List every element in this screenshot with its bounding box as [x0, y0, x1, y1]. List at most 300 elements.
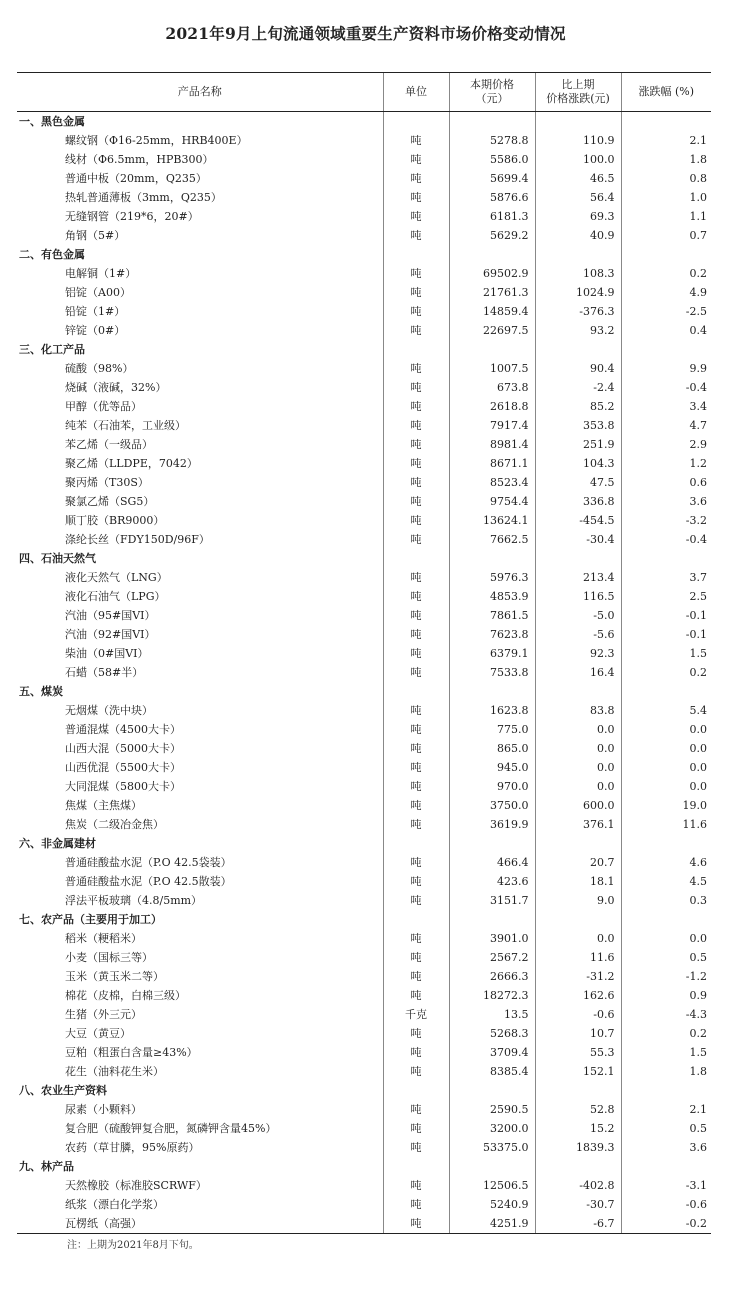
page-title: 2021年9月上旬流通领域重要生产资料市场价格变动情况 [165, 24, 566, 43]
current-price: 5586.0 [449, 150, 535, 169]
price-change: -0.6 [535, 1005, 621, 1024]
table-row [17, 435, 711, 454]
table-row [17, 378, 711, 397]
category-empty-cell [621, 682, 711, 701]
header-change [535, 73, 621, 112]
current-price: 6181.3 [449, 207, 535, 226]
price-change: 69.3 [535, 207, 621, 226]
unit: 吨 [383, 720, 449, 739]
price-change: 55.3 [535, 1043, 621, 1062]
category-empty-cell [383, 1157, 449, 1176]
change-percent: 0.2 [621, 663, 711, 682]
change-percent: -4.3 [621, 1005, 711, 1024]
current-price: 945.0 [449, 758, 535, 777]
category-row [17, 834, 711, 853]
table-row [17, 1024, 711, 1043]
price-change: 1024.9 [535, 283, 621, 302]
category-empty-cell [383, 682, 449, 701]
category-empty-cell [449, 834, 535, 853]
unit: 吨 [383, 283, 449, 302]
product-name: 苯乙烯（一级品） [65, 438, 153, 451]
change-percent: 1.2 [621, 454, 711, 473]
unit: 吨 [383, 530, 449, 549]
table-row [17, 720, 711, 739]
current-price: 18272.3 [449, 986, 535, 1005]
price-change: -2.4 [535, 378, 621, 397]
change-percent: -3.1 [621, 1176, 711, 1195]
price-change: 162.6 [535, 986, 621, 1005]
product-name: 线材（Φ6.5mm，HPB300） [65, 153, 214, 166]
unit: 吨 [383, 511, 449, 530]
current-price: 5876.6 [449, 188, 535, 207]
unit: 吨 [383, 1195, 449, 1214]
table-row [17, 967, 711, 986]
product-name: 铅锭（1#） [65, 305, 126, 318]
current-price: 1623.8 [449, 701, 535, 720]
product-name: 铝锭（A00） [65, 286, 131, 299]
unit: 吨 [383, 777, 449, 796]
table-row [17, 416, 711, 435]
price-table [17, 72, 711, 1234]
current-price: 7861.5 [449, 606, 535, 625]
unit: 吨 [383, 606, 449, 625]
price-change: 0.0 [535, 777, 621, 796]
change-percent: 0.0 [621, 929, 711, 948]
product-name: 生猪（外三元） [65, 1008, 142, 1021]
category-empty-cell [383, 549, 449, 568]
price-change: 600.0 [535, 796, 621, 815]
category-empty-cell [621, 1157, 711, 1176]
table-row [17, 302, 711, 321]
current-price: 865.0 [449, 739, 535, 758]
header-change-line1: 比上期 [561, 78, 595, 91]
header-unit: 单位 [383, 73, 449, 112]
price-change: 251.9 [535, 435, 621, 454]
change-percent: 19.0 [621, 796, 711, 815]
current-price: 3750.0 [449, 796, 535, 815]
change-percent: 3.7 [621, 568, 711, 587]
unit: 吨 [383, 435, 449, 454]
current-price: 21761.3 [449, 283, 535, 302]
current-price: 4853.9 [449, 587, 535, 606]
category-row [17, 112, 711, 132]
current-price: 14859.4 [449, 302, 535, 321]
category-empty-cell [621, 340, 711, 359]
current-price: 8385.4 [449, 1062, 535, 1081]
table-row [17, 853, 711, 872]
change-percent: 0.8 [621, 169, 711, 188]
category-empty-cell [449, 112, 535, 132]
current-price: 3619.9 [449, 815, 535, 834]
change-percent: 3.6 [621, 1138, 711, 1157]
unit: 吨 [383, 416, 449, 435]
unit: 吨 [383, 264, 449, 283]
price-change: -402.8 [535, 1176, 621, 1195]
table-row [17, 530, 711, 549]
product-name: 棉花（皮棉，白棉三级） [65, 989, 186, 1002]
table-row [17, 739, 711, 758]
change-percent: 4.9 [621, 283, 711, 302]
product-name: 尿素（小颗料） [65, 1103, 142, 1116]
product-name: 普通硅酸盐水泥（P.O 42.5袋装） [65, 856, 232, 869]
table-row [17, 1043, 711, 1062]
unit: 吨 [383, 587, 449, 606]
table-row [17, 473, 711, 492]
product-name: 无烟煤（洗中块） [65, 704, 153, 717]
price-change: -5.0 [535, 606, 621, 625]
header-product-name: 产品名称 [17, 73, 383, 112]
table-row [17, 511, 711, 530]
product-name: 普通中板（20mm，Q235） [65, 172, 207, 185]
current-price: 6379.1 [449, 644, 535, 663]
current-price: 7917.4 [449, 416, 535, 435]
product-name: 甲醇（优等品） [65, 400, 142, 413]
table-row [17, 321, 711, 340]
product-name: 聚丙烯（T30S） [65, 476, 149, 489]
product-name: 烧碱（液碱，32%） [65, 381, 167, 394]
table-row [17, 150, 711, 169]
current-price: 2567.2 [449, 948, 535, 967]
change-percent: 2.1 [621, 131, 711, 150]
unit: 吨 [383, 1062, 449, 1081]
table-row [17, 283, 711, 302]
price-change: 40.9 [535, 226, 621, 245]
table-row [17, 606, 711, 625]
change-percent: 0.0 [621, 777, 711, 796]
change-percent: 1.5 [621, 644, 711, 663]
change-percent: 9.9 [621, 359, 711, 378]
unit: 吨 [383, 1024, 449, 1043]
price-change: 1839.3 [535, 1138, 621, 1157]
header-price-line2: （元） [475, 92, 509, 105]
header-price-line1: 本期价格 [470, 78, 514, 91]
change-percent: 0.7 [621, 226, 711, 245]
product-name: 天然橡胶（标准胶SCRWF） [65, 1179, 207, 1192]
price-change: 20.7 [535, 853, 621, 872]
category-empty-cell [621, 245, 711, 264]
product-name: 顺丁胶（BR9000） [65, 514, 165, 527]
unit: 吨 [383, 1176, 449, 1195]
current-price: 5268.3 [449, 1024, 535, 1043]
change-percent: -0.1 [621, 606, 711, 625]
category-empty-cell [383, 112, 449, 132]
product-name: 液化石油气（LPG） [65, 590, 166, 603]
category-empty-cell [449, 340, 535, 359]
product-name: 大豆（黄豆） [65, 1027, 131, 1040]
current-price: 12506.5 [449, 1176, 535, 1195]
change-percent: -0.2 [621, 1214, 711, 1234]
price-change: 100.0 [535, 150, 621, 169]
unit: 吨 [383, 663, 449, 682]
current-price: 9754.4 [449, 492, 535, 511]
current-price: 7533.8 [449, 663, 535, 682]
change-percent: 0.2 [621, 1024, 711, 1043]
price-change: 56.4 [535, 188, 621, 207]
unit: 吨 [383, 1043, 449, 1062]
product-name: 玉米（黄玉米二等） [65, 970, 164, 983]
unit: 吨 [383, 739, 449, 758]
category-empty-cell [449, 1157, 535, 1176]
table-row [17, 492, 711, 511]
table-row [17, 568, 711, 587]
category-empty-cell [621, 112, 711, 132]
change-percent: -0.4 [621, 378, 711, 397]
product-name: 复合肥（硫酸钾复合肥，氮磷钾含量45%） [65, 1122, 277, 1135]
product-name: 汽油（92#国VI） [65, 628, 156, 641]
unit: 吨 [383, 929, 449, 948]
price-change: -454.5 [535, 511, 621, 530]
price-change: 52.8 [535, 1100, 621, 1119]
table-row [17, 644, 711, 663]
category-empty-cell [383, 1081, 449, 1100]
price-change: -30.7 [535, 1195, 621, 1214]
category-empty-cell [449, 549, 535, 568]
table-header [17, 73, 711, 112]
current-price: 1007.5 [449, 359, 535, 378]
price-change: 0.0 [535, 739, 621, 758]
change-percent: 5.4 [621, 701, 711, 720]
unit: 吨 [383, 188, 449, 207]
change-percent: 4.7 [621, 416, 711, 435]
category-empty-cell [449, 682, 535, 701]
product-name: 山西大混（5000大卡） [65, 742, 181, 755]
price-change: 152.1 [535, 1062, 621, 1081]
category-empty-cell [535, 682, 621, 701]
current-price: 3709.4 [449, 1043, 535, 1062]
table-row [17, 1214, 711, 1234]
current-price: 3200.0 [449, 1119, 535, 1138]
table-row [17, 1100, 711, 1119]
product-name: 焦炭（二级冶金焦） [65, 818, 164, 831]
footnote: 注：上期为2021年8月下旬。 [67, 1240, 199, 1251]
price-change: 83.8 [535, 701, 621, 720]
product-name: 浮法平板玻璃（4.8/5mm） [65, 894, 203, 907]
category-empty-cell [621, 834, 711, 853]
table-row [17, 777, 711, 796]
unit: 吨 [383, 815, 449, 834]
product-name: 石蜡（58#半） [65, 666, 144, 679]
current-price: 5976.3 [449, 568, 535, 587]
price-change: 110.9 [535, 131, 621, 150]
unit: 千克 [383, 1005, 449, 1024]
category-row [17, 910, 711, 929]
unit: 吨 [383, 967, 449, 986]
table-row [17, 758, 711, 777]
change-percent: 0.5 [621, 1119, 711, 1138]
change-percent: 4.6 [621, 853, 711, 872]
unit: 吨 [383, 492, 449, 511]
category-name: 二、有色金属 [19, 248, 85, 261]
change-percent: -3.2 [621, 511, 711, 530]
current-price: 5629.2 [449, 226, 535, 245]
category-name: 七、农产品（主要用于加工） [19, 913, 162, 926]
category-empty-cell [383, 340, 449, 359]
current-price: 2590.5 [449, 1100, 535, 1119]
unit: 吨 [383, 321, 449, 340]
price-change: 376.1 [535, 815, 621, 834]
table-row [17, 986, 711, 1005]
category-empty-cell [449, 910, 535, 929]
change-percent: 1.0 [621, 188, 711, 207]
change-percent: 2.9 [621, 435, 711, 454]
unit: 吨 [383, 872, 449, 891]
unit: 吨 [383, 1100, 449, 1119]
category-row [17, 1081, 711, 1100]
price-change: 0.0 [535, 720, 621, 739]
product-name: 无缝钢管（219*6，20#） [65, 210, 199, 223]
current-price: 7662.5 [449, 530, 535, 549]
product-name: 角钢（5#） [65, 229, 126, 242]
table-row [17, 1005, 711, 1024]
product-name: 热轧普通薄板（3mm，Q235） [65, 191, 222, 204]
change-percent: 0.0 [621, 758, 711, 777]
unit: 吨 [383, 853, 449, 872]
price-change: 104.3 [535, 454, 621, 473]
change-percent: 1.8 [621, 1062, 711, 1081]
current-price: 69502.9 [449, 264, 535, 283]
price-change: 0.0 [535, 929, 621, 948]
category-row [17, 682, 711, 701]
table-row [17, 1138, 711, 1157]
category-empty-cell [383, 834, 449, 853]
category-empty-cell [449, 245, 535, 264]
price-change: -30.4 [535, 530, 621, 549]
product-name: 普通混煤（4500大卡） [65, 723, 181, 736]
product-name: 豆粕（粗蛋白含量≥43%） [65, 1046, 198, 1059]
unit: 吨 [383, 473, 449, 492]
price-change: -5.6 [535, 625, 621, 644]
category-empty-cell [535, 245, 621, 264]
unit: 吨 [383, 625, 449, 644]
product-name: 大同混煤（5800大卡） [65, 780, 181, 793]
table-row [17, 701, 711, 720]
change-percent: 3.4 [621, 397, 711, 416]
product-name: 锌锭（0#） [65, 324, 126, 337]
current-price: 22697.5 [449, 321, 535, 340]
current-price: 8523.4 [449, 473, 535, 492]
change-percent: -2.5 [621, 302, 711, 321]
category-empty-cell [535, 340, 621, 359]
change-percent: 0.0 [621, 739, 711, 758]
product-name: 柴油（0#国VI） [65, 647, 149, 660]
unit: 吨 [383, 150, 449, 169]
category-row [17, 340, 711, 359]
unit: 吨 [383, 891, 449, 910]
price-change: 0.0 [535, 758, 621, 777]
product-name: 汽油（95#国VI） [65, 609, 156, 622]
table-body [17, 112, 711, 1234]
table-row [17, 815, 711, 834]
unit: 吨 [383, 986, 449, 1005]
unit: 吨 [383, 378, 449, 397]
price-change: 116.5 [535, 587, 621, 606]
unit: 吨 [383, 397, 449, 416]
unit: 吨 [383, 359, 449, 378]
product-name: 瓦楞纸（高强） [17, 1214, 383, 1234]
product-name: 聚氯乙烯（SG5） [65, 495, 155, 508]
unit: 吨 [383, 169, 449, 188]
price-change: 46.5 [535, 169, 621, 188]
current-price: 3151.7 [449, 891, 535, 910]
table-row [17, 207, 711, 226]
table-row [17, 188, 711, 207]
table-row [17, 454, 711, 473]
unit: 吨 [383, 701, 449, 720]
product-name: 纯苯（石油苯，工业级） [65, 419, 186, 432]
current-price: 466.4 [449, 853, 535, 872]
price-change: 9.0 [535, 891, 621, 910]
current-price: 8981.4 [449, 435, 535, 454]
price-change: 108.3 [535, 264, 621, 283]
header-pct: 涨跌幅 (%) [621, 73, 711, 112]
price-change: 213.4 [535, 568, 621, 587]
category-empty-cell [621, 1081, 711, 1100]
unit: 吨 [383, 454, 449, 473]
category-name: 三、化工产品 [19, 343, 85, 356]
price-change: 92.3 [535, 644, 621, 663]
change-percent: 0.5 [621, 948, 711, 967]
current-price: 673.8 [449, 378, 535, 397]
product-name: 农药（草甘膦，95%原药） [65, 1141, 200, 1154]
price-change: 10.7 [535, 1024, 621, 1043]
current-price: 2618.8 [449, 397, 535, 416]
price-change: 15.2 [535, 1119, 621, 1138]
table-row [17, 226, 711, 245]
change-percent: 11.6 [621, 815, 711, 834]
table-row [17, 1195, 711, 1214]
table-row [17, 872, 711, 891]
category-name: 四、石油天然气 [19, 552, 96, 565]
change-percent: 1.8 [621, 150, 711, 169]
change-percent: 0.3 [621, 891, 711, 910]
current-price: 5240.9 [449, 1195, 535, 1214]
change-percent: 4.5 [621, 872, 711, 891]
category-name: 六、非金属建材 [19, 837, 96, 850]
table-row [17, 397, 711, 416]
product-name: 螺纹钢（Φ16-25mm，HRB400E） [65, 134, 248, 147]
product-name: 普通硅酸盐水泥（P.O 42.5散装） [65, 875, 232, 888]
current-price: 13.5 [449, 1005, 535, 1024]
unit: 吨 [383, 796, 449, 815]
category-empty-cell [535, 1157, 621, 1176]
current-price: 13624.1 [449, 511, 535, 530]
price-change: 336.8 [535, 492, 621, 511]
price-change: -31.2 [535, 967, 621, 986]
table-row [17, 1119, 711, 1138]
change-percent: -0.6 [621, 1195, 711, 1214]
unit: 吨 [383, 758, 449, 777]
change-percent: 0.9 [621, 986, 711, 1005]
product-name: 山西优混（5500大卡） [65, 761, 181, 774]
change-percent: 1.5 [621, 1043, 711, 1062]
unit: 吨 [383, 948, 449, 967]
table-row [17, 1062, 711, 1081]
unit: 吨 [383, 1138, 449, 1157]
price-change: 85.2 [535, 397, 621, 416]
product-name: 聚乙烯（LLDPE，7042） [65, 457, 198, 470]
header-price [449, 73, 535, 112]
price-change: 93.2 [535, 321, 621, 340]
change-percent: -0.4 [621, 530, 711, 549]
category-empty-cell [383, 245, 449, 264]
product-name: 花生（油料花生米） [65, 1065, 164, 1078]
table-row [17, 948, 711, 967]
category-empty-cell [535, 549, 621, 568]
category-row [17, 245, 711, 264]
current-price: 7623.8 [449, 625, 535, 644]
change-percent: 3.6 [621, 492, 711, 511]
current-price: 423.6 [449, 872, 535, 891]
